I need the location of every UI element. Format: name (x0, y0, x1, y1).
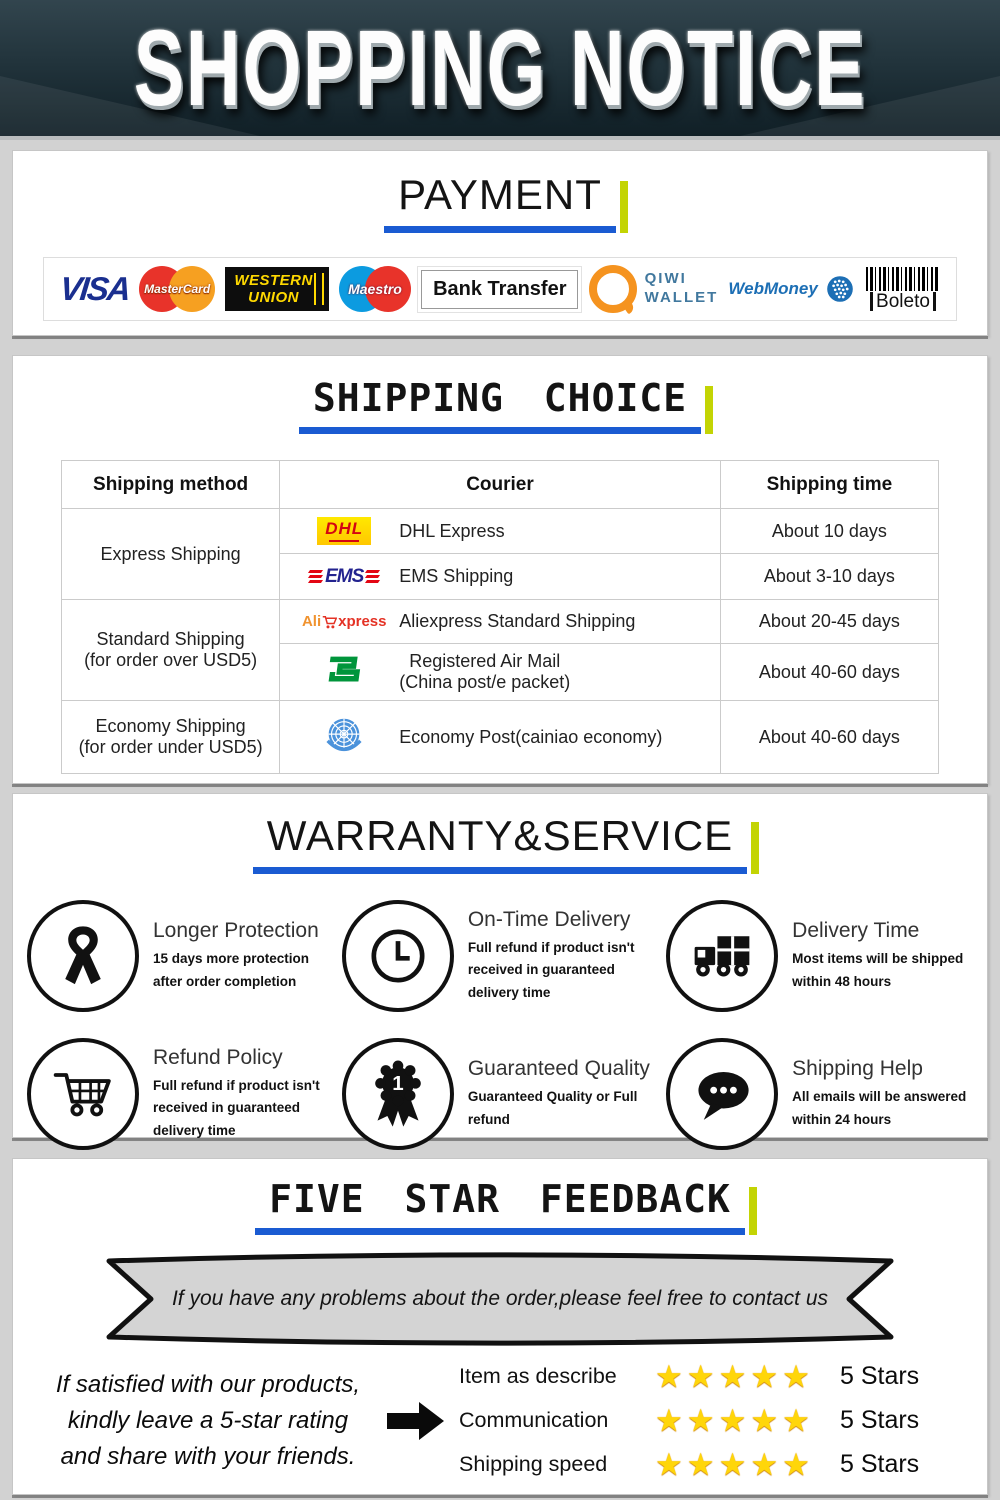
cart-icon (27, 1038, 139, 1150)
title-accent-bar (751, 822, 759, 874)
feedback-heading (13, 1159, 987, 1235)
warranty-item-title: Delivery Time (792, 919, 920, 943)
warranty-item-shipping-help (666, 1038, 981, 1150)
five-stars-icon: ★★★★★ (655, 1447, 814, 1482)
method-cell: Express Shipping (62, 509, 280, 600)
rating-row-item-as-describe (459, 1361, 919, 1392)
warranty-heading (13, 794, 987, 874)
payment-methods-strip (43, 257, 957, 321)
warranty-item-title: Longer Protection (153, 919, 319, 943)
time-cell: About 20-45 days (720, 600, 938, 644)
aliexpress-cart-icon (322, 615, 337, 629)
globe-post-icon (320, 713, 368, 761)
webmoney-globe-icon (824, 273, 856, 305)
payment-section (12, 150, 988, 336)
warranty-item-title: On-Time Delivery (467, 908, 631, 932)
payment-title: PAYMENT (398, 171, 602, 218)
webmoney-logo: WebMoney (728, 273, 855, 305)
col-shipping-time: Shipping time (720, 461, 938, 509)
chat-icon (666, 1038, 778, 1150)
payment-heading (13, 151, 987, 233)
courier-cell (280, 701, 721, 774)
arrow-right-icon (373, 1401, 459, 1441)
warranty-item-desc: Most items will be shipped within 48 hours (792, 951, 964, 989)
ems-logo: EMS (305, 566, 383, 588)
five-stars-icon: ★★★★★ (655, 1403, 814, 1438)
courier-cell (280, 644, 721, 701)
maestro-logo: Maestro (339, 264, 411, 314)
courier-name: Economy Post(cainiao economy) (399, 726, 663, 747)
shipping-table (61, 460, 939, 774)
warranty-item-on-time-delivery (342, 900, 666, 1012)
warranty-section (12, 793, 988, 1138)
page-header (0, 0, 1000, 140)
china-post-logo (305, 651, 383, 693)
courier-cell (280, 554, 721, 600)
courier-cell (280, 600, 721, 644)
warranty-grid (13, 874, 987, 1150)
aliexpress-logo: Ali xpress (301, 613, 387, 630)
warranty-item-desc: Full refund if product isn't received in guaranteed delivery time (153, 1078, 320, 1138)
col-courier: Courier (280, 461, 721, 509)
visa-logo: VISA (58, 270, 132, 307)
boleto-barcode-icon (866, 267, 940, 291)
warranty-item-longer-protection (27, 900, 342, 1012)
shipping-title: SHIPPING CHOICE (312, 376, 688, 420)
dhl-logo: DHL (305, 517, 383, 545)
warranty-item-desc: 15 days more protection after order completion (153, 951, 310, 989)
courier-name: DHL Express (399, 520, 505, 541)
feedback-bottom (13, 1349, 987, 1480)
title-accent-bar (749, 1187, 757, 1235)
warranty-item-title: Shipping Help (792, 1057, 923, 1081)
time-cell: About 40-60 days (720, 701, 938, 774)
ratings-list (459, 1361, 919, 1480)
feedback-section (12, 1158, 988, 1495)
warranty-item-desc: Full refund if product isn't received in guaranteed delivery time (467, 940, 635, 1000)
rating-value: 5 Stars (839, 1362, 920, 1390)
time-cell: About 3-10 days (720, 554, 938, 600)
un-post-logo (305, 713, 383, 761)
shipping-heading (13, 356, 987, 434)
rating-label: Communication (459, 1408, 609, 1432)
table-header-row (62, 461, 939, 509)
five-star-cta-text: If satisfied with our products, kindly leave a 5-star rating and share with your friends. (55, 1370, 361, 1470)
rating-label: Shipping speed (459, 1452, 608, 1476)
warranty-item-delivery-time (666, 900, 981, 1012)
table-row (62, 600, 939, 644)
courier-name: Registered Air Mail (China post/e packet) (399, 651, 571, 692)
rating-row-communication (459, 1405, 919, 1436)
title-accent-bar (620, 181, 628, 233)
col-shipping-method: Shipping method (62, 461, 280, 509)
title-accent-bar (705, 386, 713, 434)
mastercard-logo: MasterCard (139, 264, 215, 314)
china-post-icon (323, 651, 365, 693)
time-cell: About 40-60 days (720, 644, 938, 701)
rating-label: Item as describe (459, 1364, 617, 1388)
time-cell: About 10 days (720, 509, 938, 554)
warranty-title: WARRANTY&SERVICE (266, 812, 734, 859)
rating-row-shipping-speed (459, 1449, 919, 1480)
method-cell: Economy Shipping (for order under USD5) (62, 701, 280, 774)
qiwi-q-icon (589, 265, 637, 313)
contact-banner (95, 1249, 905, 1349)
western-union-logo: WESTERN UNION (225, 267, 329, 312)
awareness-ribbon-icon (27, 900, 139, 1012)
clock-icon (342, 900, 454, 1012)
method-cell: Standard Shipping (for order over USD5) (62, 600, 280, 701)
five-stars-icon: ★★★★★ (655, 1359, 814, 1394)
medal-icon (342, 1038, 454, 1150)
warranty-item-title: Refund Policy (153, 1046, 283, 1070)
shipping-section (12, 355, 988, 784)
boleto-logo: Boleto (866, 267, 940, 312)
courier-name: EMS Shipping (399, 566, 514, 586)
warranty-item-refund-policy (27, 1038, 342, 1150)
truck-icon (666, 900, 778, 1012)
bank-transfer-logo: Bank Transfer (421, 270, 578, 309)
table-row (62, 509, 939, 554)
warranty-item-desc: Guaranteed Quality or Full refund (467, 1089, 638, 1127)
contact-banner-text: If you have any problems about the order,please feel free to contact us (171, 1287, 829, 1310)
courier-name: Aliexpress Standard Shipping (399, 611, 636, 631)
qiwi-wallet-logo: QIWI WALLET (589, 265, 719, 313)
warranty-item-desc: All emails will be answered within 24 hours (792, 1089, 967, 1127)
rating-value: 5 Stars (839, 1406, 920, 1434)
courier-cell (280, 509, 721, 554)
svg-text:1: 1 (392, 1072, 404, 1096)
rating-value: 5 Stars (839, 1450, 920, 1478)
warranty-item-guaranteed-quality (342, 1038, 666, 1150)
page-title: SHOPPING NOTICE (133, 7, 867, 128)
warranty-item-title: Guaranteed Quality (467, 1057, 650, 1081)
table-row (62, 701, 939, 774)
feedback-title: FIVE STAR FEEDBACK (269, 1177, 731, 1221)
